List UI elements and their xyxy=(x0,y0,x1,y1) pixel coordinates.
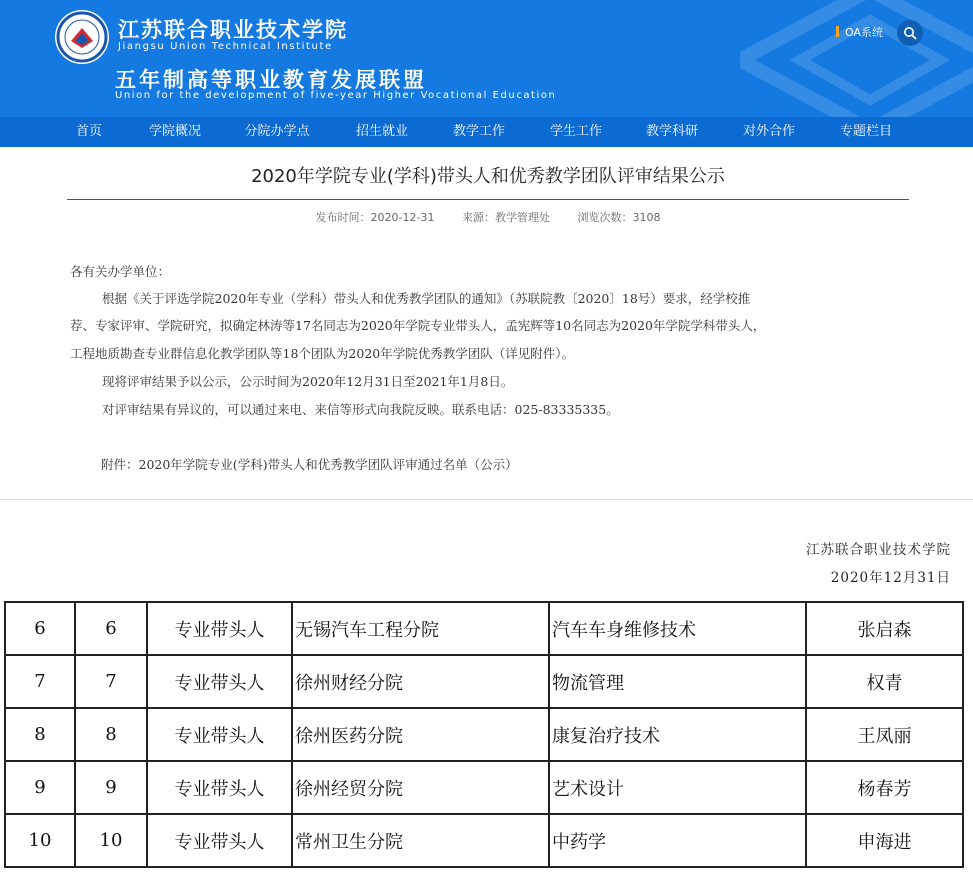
cell-branch: 徐州财经分院 xyxy=(292,655,549,708)
cell-seq: 7 xyxy=(75,655,147,708)
school-logo-icon[interactable] xyxy=(55,10,109,64)
cell-branch: 徐州经贸分院 xyxy=(292,761,549,814)
school-name-en: Jiangsu Union Technical Institute xyxy=(118,41,333,52)
cell-major: 中药学 xyxy=(549,814,806,867)
cell-seq: 8 xyxy=(75,708,147,761)
result-table xyxy=(4,601,964,868)
paragraph-1-line-3: 工程地质勘查专业群信息化教学团队等18个团队为2020年学院优秀教学团队（详见附件）。 xyxy=(70,346,574,361)
cell-type: 专业带头人 xyxy=(147,602,292,655)
cell-name: 王凤丽 xyxy=(806,708,963,761)
cell-type: 专业带头人 xyxy=(147,708,292,761)
cell-no: 7 xyxy=(5,655,75,708)
search-button[interactable] xyxy=(897,20,923,46)
nav-item-home[interactable]: 首页 xyxy=(75,124,102,139)
signature-org: 江苏联合职业技术学院 xyxy=(806,542,951,558)
article-meta xyxy=(67,209,909,225)
cell-no: 8 xyxy=(5,708,75,761)
search-icon xyxy=(903,26,917,40)
decorative-pattern xyxy=(740,0,973,117)
oa-label: OA系统 xyxy=(845,26,883,39)
nav-item-teaching[interactable]: 教学工作 xyxy=(452,124,505,139)
table-row xyxy=(5,655,963,708)
cell-name: 权青 xyxy=(806,655,963,708)
nav-item-admissions[interactable]: 招生就业 xyxy=(355,124,408,139)
alliance-name-cn: 五年制高等职业教育发展联盟 xyxy=(115,67,427,92)
paragraph-1-line-1: 根据《关于评选学院2020年专业（学科）带头人和优秀教学团队的通知》（苏联院教〔2020〕18号）要求，经学校推 xyxy=(102,291,751,306)
nav-item-topics[interactable]: 专题栏目 xyxy=(839,124,892,139)
table-row xyxy=(5,761,963,814)
nav-item-research[interactable]: 教学科研 xyxy=(645,124,698,139)
alliance-name-en: Union for the development of five-year Higher Vocational Education xyxy=(115,90,557,101)
cell-type: 专业带头人 xyxy=(147,814,292,867)
cell-type: 专业带头人 xyxy=(147,655,292,708)
oa-system-link[interactable] xyxy=(836,25,883,41)
nav-item-students[interactable]: 学生工作 xyxy=(549,124,602,139)
paragraph-2: 现将评审结果予以公示，公示时间为2020年12月31日至2021年1月8日。 xyxy=(102,374,514,389)
cell-seq: 6 xyxy=(75,602,147,655)
attachment-link[interactable]: 附件：2020年学院专业(学科)带头人和优秀教学团队评审通过名单（公示） xyxy=(101,457,518,472)
table-row xyxy=(5,708,963,761)
cell-no: 10 xyxy=(5,814,75,867)
main-nav xyxy=(0,117,973,147)
cell-branch: 徐州医药分院 xyxy=(292,708,549,761)
cell-name: 申海进 xyxy=(806,814,963,867)
section-divider xyxy=(0,499,973,500)
view-count: 浏览次数：3108 xyxy=(577,211,661,224)
oa-marker xyxy=(836,26,839,37)
cell-no: 9 xyxy=(5,761,75,814)
nav-item-cooperation[interactable]: 对外合作 xyxy=(742,124,795,139)
title-divider xyxy=(67,199,909,200)
paragraph-3: 对评审结果有异议的，可以通过来电、来信等形式向我院反映。联系电话：025-83335335。 xyxy=(102,402,619,417)
cell-major: 艺术设计 xyxy=(549,761,806,814)
article-source: 来源：教学管理处 xyxy=(461,211,550,224)
cell-type: 专业带头人 xyxy=(147,761,292,814)
nav-item-branches[interactable]: 分院办学点 xyxy=(244,124,310,139)
greeting: 各有关办学单位： xyxy=(70,264,171,279)
cell-branch: 常州卫生分院 xyxy=(292,814,549,867)
publish-time: 发布时间：2020-12-31 xyxy=(315,211,435,224)
table-row xyxy=(5,602,963,655)
cell-major: 康复治疗技术 xyxy=(549,708,806,761)
nav-item-about[interactable]: 学院概况 xyxy=(148,124,201,139)
site-header xyxy=(0,0,973,117)
cell-name: 杨春芳 xyxy=(806,761,963,814)
paragraph-1-line-2: 荐、专家评审、学院研究，拟确定林涛等17名同志为2020年学院专业带头人，孟宪辉等10名同志为2020年学院学科带头人， xyxy=(70,318,766,333)
cell-major: 汽车车身维修技术 xyxy=(549,602,806,655)
cell-no: 6 xyxy=(5,602,75,655)
cell-branch: 无锡汽车工程分院 xyxy=(292,602,549,655)
signature-date: 2020年12月31日 xyxy=(830,570,951,586)
cell-name: 张启森 xyxy=(806,602,963,655)
cell-seq: 10 xyxy=(75,814,147,867)
cell-major: 物流管理 xyxy=(549,655,806,708)
article-title: 2020年学院专业(学科)带头人和优秀教学团队评审结果公示 xyxy=(251,166,725,187)
cell-seq: 9 xyxy=(75,761,147,814)
school-name-cn: 江苏联合职业技术学院 xyxy=(118,17,348,42)
table-row xyxy=(5,814,963,867)
